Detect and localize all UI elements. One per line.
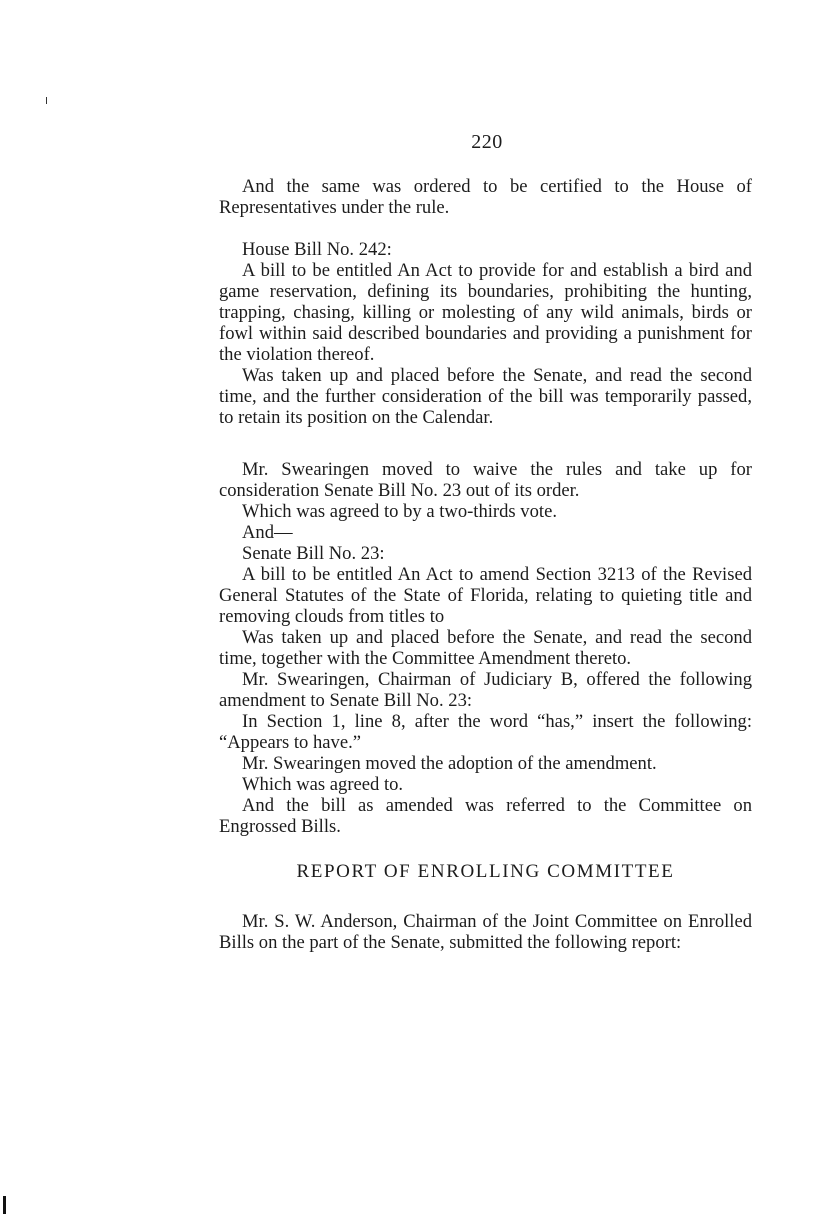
paragraph-referred: And the bill as amended was referred to the Committee on Engrossed Bills. [219,795,752,837]
paragraph-and: And— [242,522,293,543]
scan-mark [46,97,47,104]
paragraph-certified: And the same was ordered to be certified to the House of Representatives under the rule. [219,176,752,218]
paragraph-house-bill-title: A bill to be entitled An Act to provide for and establish a bird and game reservation, defining its boundaries, prohibiting the hunting, trapping, chasing, killing or molesting of any wild animals, birds or fowl within said described boundaries and providing a punishment for the violation thereof. [219,260,752,365]
bill-heading-senate-23: Senate Bill No. 23: [242,543,385,564]
paragraph-second-reading: Was taken up and placed before the Senate, and read the second time, together with the Committee Amendment thereto. [219,627,752,669]
page-number: 220 [471,131,503,153]
bill-heading-house-242: House Bill No. 242: [242,239,392,260]
paragraph-motion-adoption: Mr. Swearingen moved the adoption of the amendment. [242,753,657,774]
page-body [219,176,752,953]
scan-mark [3,1196,6,1214]
paragraph-taken-up: Was taken up and placed before the Senate, and read the second time, and the further consideration of the bill was temporarily passed, to retain its position on the Calendar. [219,365,752,428]
paragraph-motion-waive-rules: Mr. Swearingen moved to waive the rules and take up for consideration Senate Bill No. 23 out of its order. [219,459,752,501]
paragraph-agreed: Which was agreed to. [242,774,404,795]
paragraph-senate-bill-title: A bill to be entitled An Act to amend Section 3213 of the Revised General Statutes of the State of Florida, relating to quieting title and removing clouds from titles to [219,564,752,627]
paragraph-amendment-text: In Section 1, line 8, after the word “has,” insert the following: “Appears to have.” [219,711,752,753]
paragraph-amendment-offered: Mr. Swearingen, Chairman of Judiciary B, offered the following amendment to Senate Bill No. 23: [219,669,752,711]
section-heading: REPORT OF ENROLLING COMMITTEE [296,861,675,882]
paragraph-vote: Which was agreed to by a two-thirds vote. [242,501,557,522]
paragraph-report: Mr. S. W. Anderson, Chairman of the Joint Committee on Enrolled Bills on the part of the Senate, submitted the following report: [219,911,752,953]
